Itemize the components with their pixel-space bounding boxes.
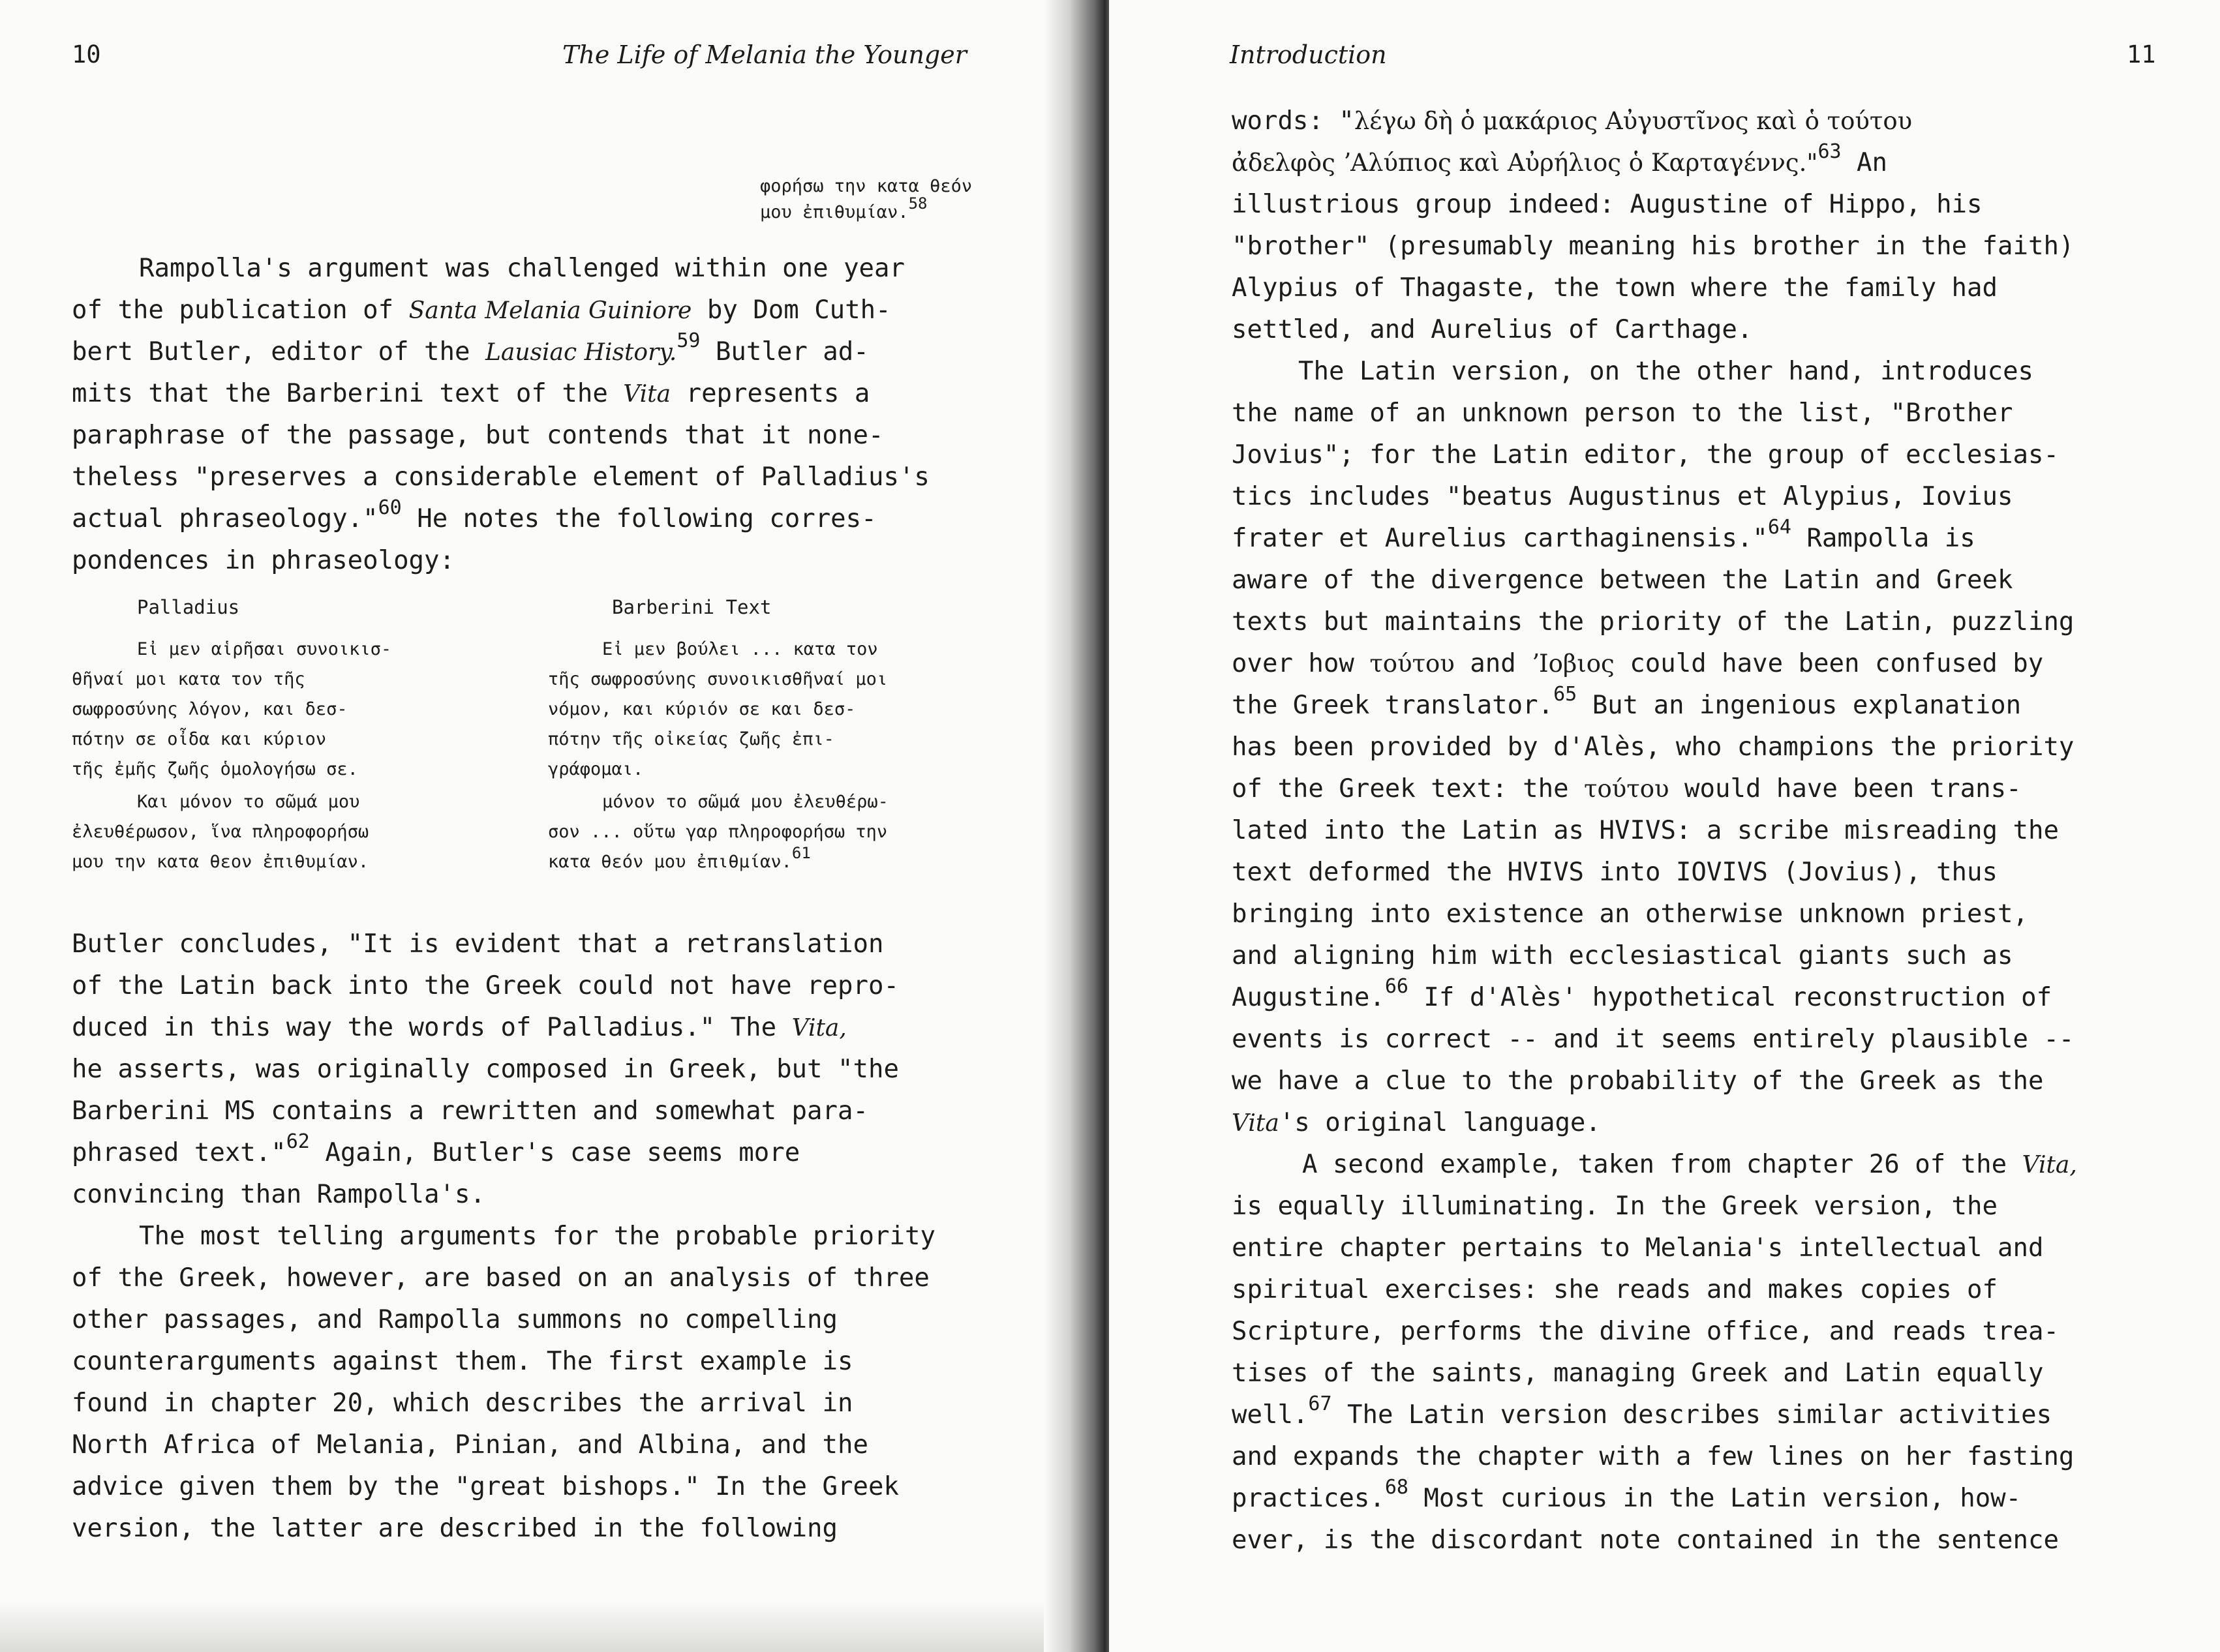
greek-line: σον ... οὕτω γαρ πληροφορήσω την xyxy=(548,822,888,842)
text-line: duced in this way the words of Palladius." The Vita, xyxy=(72,1013,847,1042)
footnote-ref: 67 xyxy=(1308,1392,1332,1415)
text-line: Butler concludes, "It is evident that a retranslation xyxy=(72,929,884,959)
text-line: tises of the saints, managing Greek and Latin equally xyxy=(1232,1359,2044,1388)
greek-line: πότην σε οἶδα και κύριον xyxy=(72,729,327,749)
text-line: Barberini MS contains a rewritten and somewhat para- xyxy=(72,1096,868,1126)
text-line: the name of an unknown person to the list, "Brother xyxy=(1232,398,2013,428)
footnote-ref: 63 xyxy=(1817,140,1842,163)
text-line: Vita's original language. xyxy=(1232,1108,1601,1137)
text-line: mits that the Barberini text of the Vita represents a xyxy=(72,379,870,408)
footnote-ref: 66 xyxy=(1384,975,1408,998)
scan-shadow xyxy=(0,1600,1057,1652)
text-line: frater et Aurelius carthaginensis."$^{64}$ Rampolla is xyxy=(1232,516,1975,553)
footnote-ref: 58 xyxy=(908,194,928,213)
greek-line: θῆναί μοι κατα τον τῆς xyxy=(72,669,305,689)
text-line: well.$^{67}$ The Latin version describes similar activities xyxy=(1232,1392,2052,1430)
greek-line: κατα θεόν μου ἐπιθμίαν.$^{61}$ xyxy=(548,844,811,872)
page-number-left: 10 xyxy=(72,40,101,68)
epigraph-line: φορήσω την κατα θεόν xyxy=(760,176,973,196)
text-line: lated into the Latin as HVIVS: a scribe misreading the xyxy=(1232,816,2059,845)
text-line: text deformed the HVIVS into IOVIVS (Jovius), thus xyxy=(1232,858,1998,887)
text-line: Alypius of Thagaste, the town where the family had xyxy=(1232,273,1998,303)
footnote-ref: 68 xyxy=(1384,1476,1408,1499)
left-page xyxy=(0,0,1063,1652)
text-line: texts but maintains the priority of the Latin, puzzling xyxy=(1232,607,2075,637)
text-line: actual phraseology."$^{60}$ He notes the following corres- xyxy=(72,496,877,533)
column-heading-palladius: Palladius xyxy=(137,596,240,618)
text-line: is equally illuminating. In the Greek version, the xyxy=(1232,1192,1998,1221)
text-line: practices.$^{68}$ Most curious in the Latin version, how- xyxy=(1232,1476,2022,1513)
footnote-ref: 64 xyxy=(1767,516,1791,539)
footnote-ref: 61 xyxy=(791,844,811,862)
text-line: of the Greek text: the τούτου would have been trans- xyxy=(1232,774,2022,803)
text-line: theless "preserves a considerable element of Palladius's xyxy=(72,462,930,492)
text-line: has been provided by d'Alès, who champions the priority xyxy=(1232,732,2075,762)
text-line: paraphrase of the passage, but contends that it none- xyxy=(72,421,884,450)
text-line: advice given them by the "great bishops." In the Greek xyxy=(72,1472,899,1501)
text-line: convincing than Rampolla's. xyxy=(72,1180,485,1209)
text-line: words: "λέγω δὴ ὁ μακάριος Αὐγυστῖνος καὶ ὁ τούτου xyxy=(1232,106,1913,136)
text-line: of the publication of Santa Melania Guiniore by Dom Cuth- xyxy=(72,295,891,325)
right-page xyxy=(1109,0,2220,1652)
text-line: events is correct -- and it seems entirely plausible -- xyxy=(1232,1025,2075,1054)
greek-line: μου την κατα θεον ἐπιθυμίαν. xyxy=(72,852,369,872)
text-line: entire chapter pertains to Melania's intellectual and xyxy=(1232,1233,2044,1263)
text-line: tics includes "beatus Augustinus et Alypius, Iovius xyxy=(1232,482,2013,511)
text-line: Augustine.$^{66}$ If d'Alès' hypothetical reconstruction of xyxy=(1232,975,2052,1012)
greek-line: νόμον, και κύριόν σε και δεσ- xyxy=(548,699,856,719)
text-line: ἀδελφὸς ʼΑλύπιος καὶ Αὐρήλιος ὁ Καρταγέννς."$^{63}$ An xyxy=(1232,140,1888,177)
text-line: the Greek translator.$^{65}$ But an ingenious explanation xyxy=(1232,683,2022,720)
text-line: Scripture, performs the divine office, and reads trea- xyxy=(1232,1317,2059,1346)
text-line: Rampolla's argument was challenged within one year xyxy=(139,254,905,283)
footnote-ref: 65 xyxy=(1553,683,1577,706)
text-line: aware of the divergence between the Latin and Greek xyxy=(1232,565,2013,595)
text-line: A second example, taken from chapter 26 of the Vita, xyxy=(1302,1150,2077,1179)
text-line: "brother" (presumably meaning his brother in the faith) xyxy=(1232,232,2075,261)
text-line: settled, and Aurelius of Carthage. xyxy=(1232,315,1753,344)
text-line: other passages, and Rampolla summons no compelling xyxy=(72,1305,838,1334)
text-line: we have a clue to the probability of the Greek as the xyxy=(1232,1066,2044,1096)
greek-line: σωφροσύνης λόγον, και δεσ- xyxy=(72,699,348,719)
text-line: North Africa of Melania, Pinian, and Albina, and the xyxy=(72,1430,868,1460)
text-line: over how τούτου and ʼΙοβιος could have been confused by xyxy=(1232,649,2044,678)
text-line: of the Latin back into the Greek could not have repro- xyxy=(72,971,899,1000)
text-line: bert Butler, editor of the Lausiac History.$^{59}$ Butler ad- xyxy=(72,329,869,367)
text-line: The most telling arguments for the probable priority xyxy=(139,1222,935,1251)
text-line: spiritual exercises: she reads and makes copies of xyxy=(1232,1275,1998,1304)
footnote-ref: 60 xyxy=(378,496,402,519)
greek-line: Και μόνον το σῶμά μου xyxy=(137,792,360,812)
text-line: illustrious group indeed: Augustine of Hippo, his xyxy=(1232,190,1983,219)
greek-line: τῆς σωφροσύνης συνοικισθῆναί μοι xyxy=(548,669,888,689)
greek-line: γράφομαι. xyxy=(548,759,644,779)
running-head-right: Introduction xyxy=(1230,40,1387,69)
footnote-ref: 59 xyxy=(677,329,701,352)
text-line: The Latin version, on the other hand, introduces xyxy=(1298,357,2034,386)
footnote-ref: 62 xyxy=(286,1130,310,1153)
greek-line: μόνον το σῶμά μου ἐλευθέρω- xyxy=(602,792,889,812)
text-line: phrased text."$^{62}$ Again, Butler's case seems more xyxy=(72,1130,800,1167)
epigraph-line: μου ἐπιθυμίαν.$^{58}$ xyxy=(760,194,928,222)
page-number-right: 11 xyxy=(2127,40,2156,68)
text-line: pondences in phraseology: xyxy=(72,546,455,575)
column-heading-barberini: Barberini Text xyxy=(612,596,772,618)
running-head-left: The Life of Melania the Younger xyxy=(562,40,967,69)
text-line: he asserts, was originally composed in Greek, but "the xyxy=(72,1055,899,1084)
text-line: found in chapter 20, which describes the arrival in xyxy=(72,1389,853,1418)
text-line: and expands the chapter with a few lines on her fasting xyxy=(1232,1442,2075,1471)
text-line: ever, is the discordant note contained in the sentence xyxy=(1232,1525,2059,1555)
greek-line: Εἰ μεν βούλει ... κατα τον xyxy=(602,639,878,659)
text-line: version, the latter are described in the following xyxy=(72,1514,838,1543)
greek-line: πότην τῆς οἰκείας ζωῆς ἐπι- xyxy=(548,729,834,749)
text-line: bringing into existence an otherwise unknown priest, xyxy=(1232,899,2028,929)
greek-line: τῆς ἐμῆς ζωῆς ὁμολογήσω σε. xyxy=(72,759,358,779)
text-line: of the Greek, however, are based on an analysis of three xyxy=(72,1263,930,1293)
text-line: and aligning him with ecclesiastical giants such as xyxy=(1232,941,2013,970)
text-line: counterarguments against them. The first example is xyxy=(72,1347,853,1376)
greek-line: ἐλευθέρωσον, ἵνα πληροφορήσω xyxy=(72,822,369,842)
greek-line: Εἰ μεν αἱρῆσαι συνοικισ- xyxy=(137,639,392,659)
text-line: Jovius"; for the Latin editor, the group of ecclesias- xyxy=(1232,440,2059,470)
